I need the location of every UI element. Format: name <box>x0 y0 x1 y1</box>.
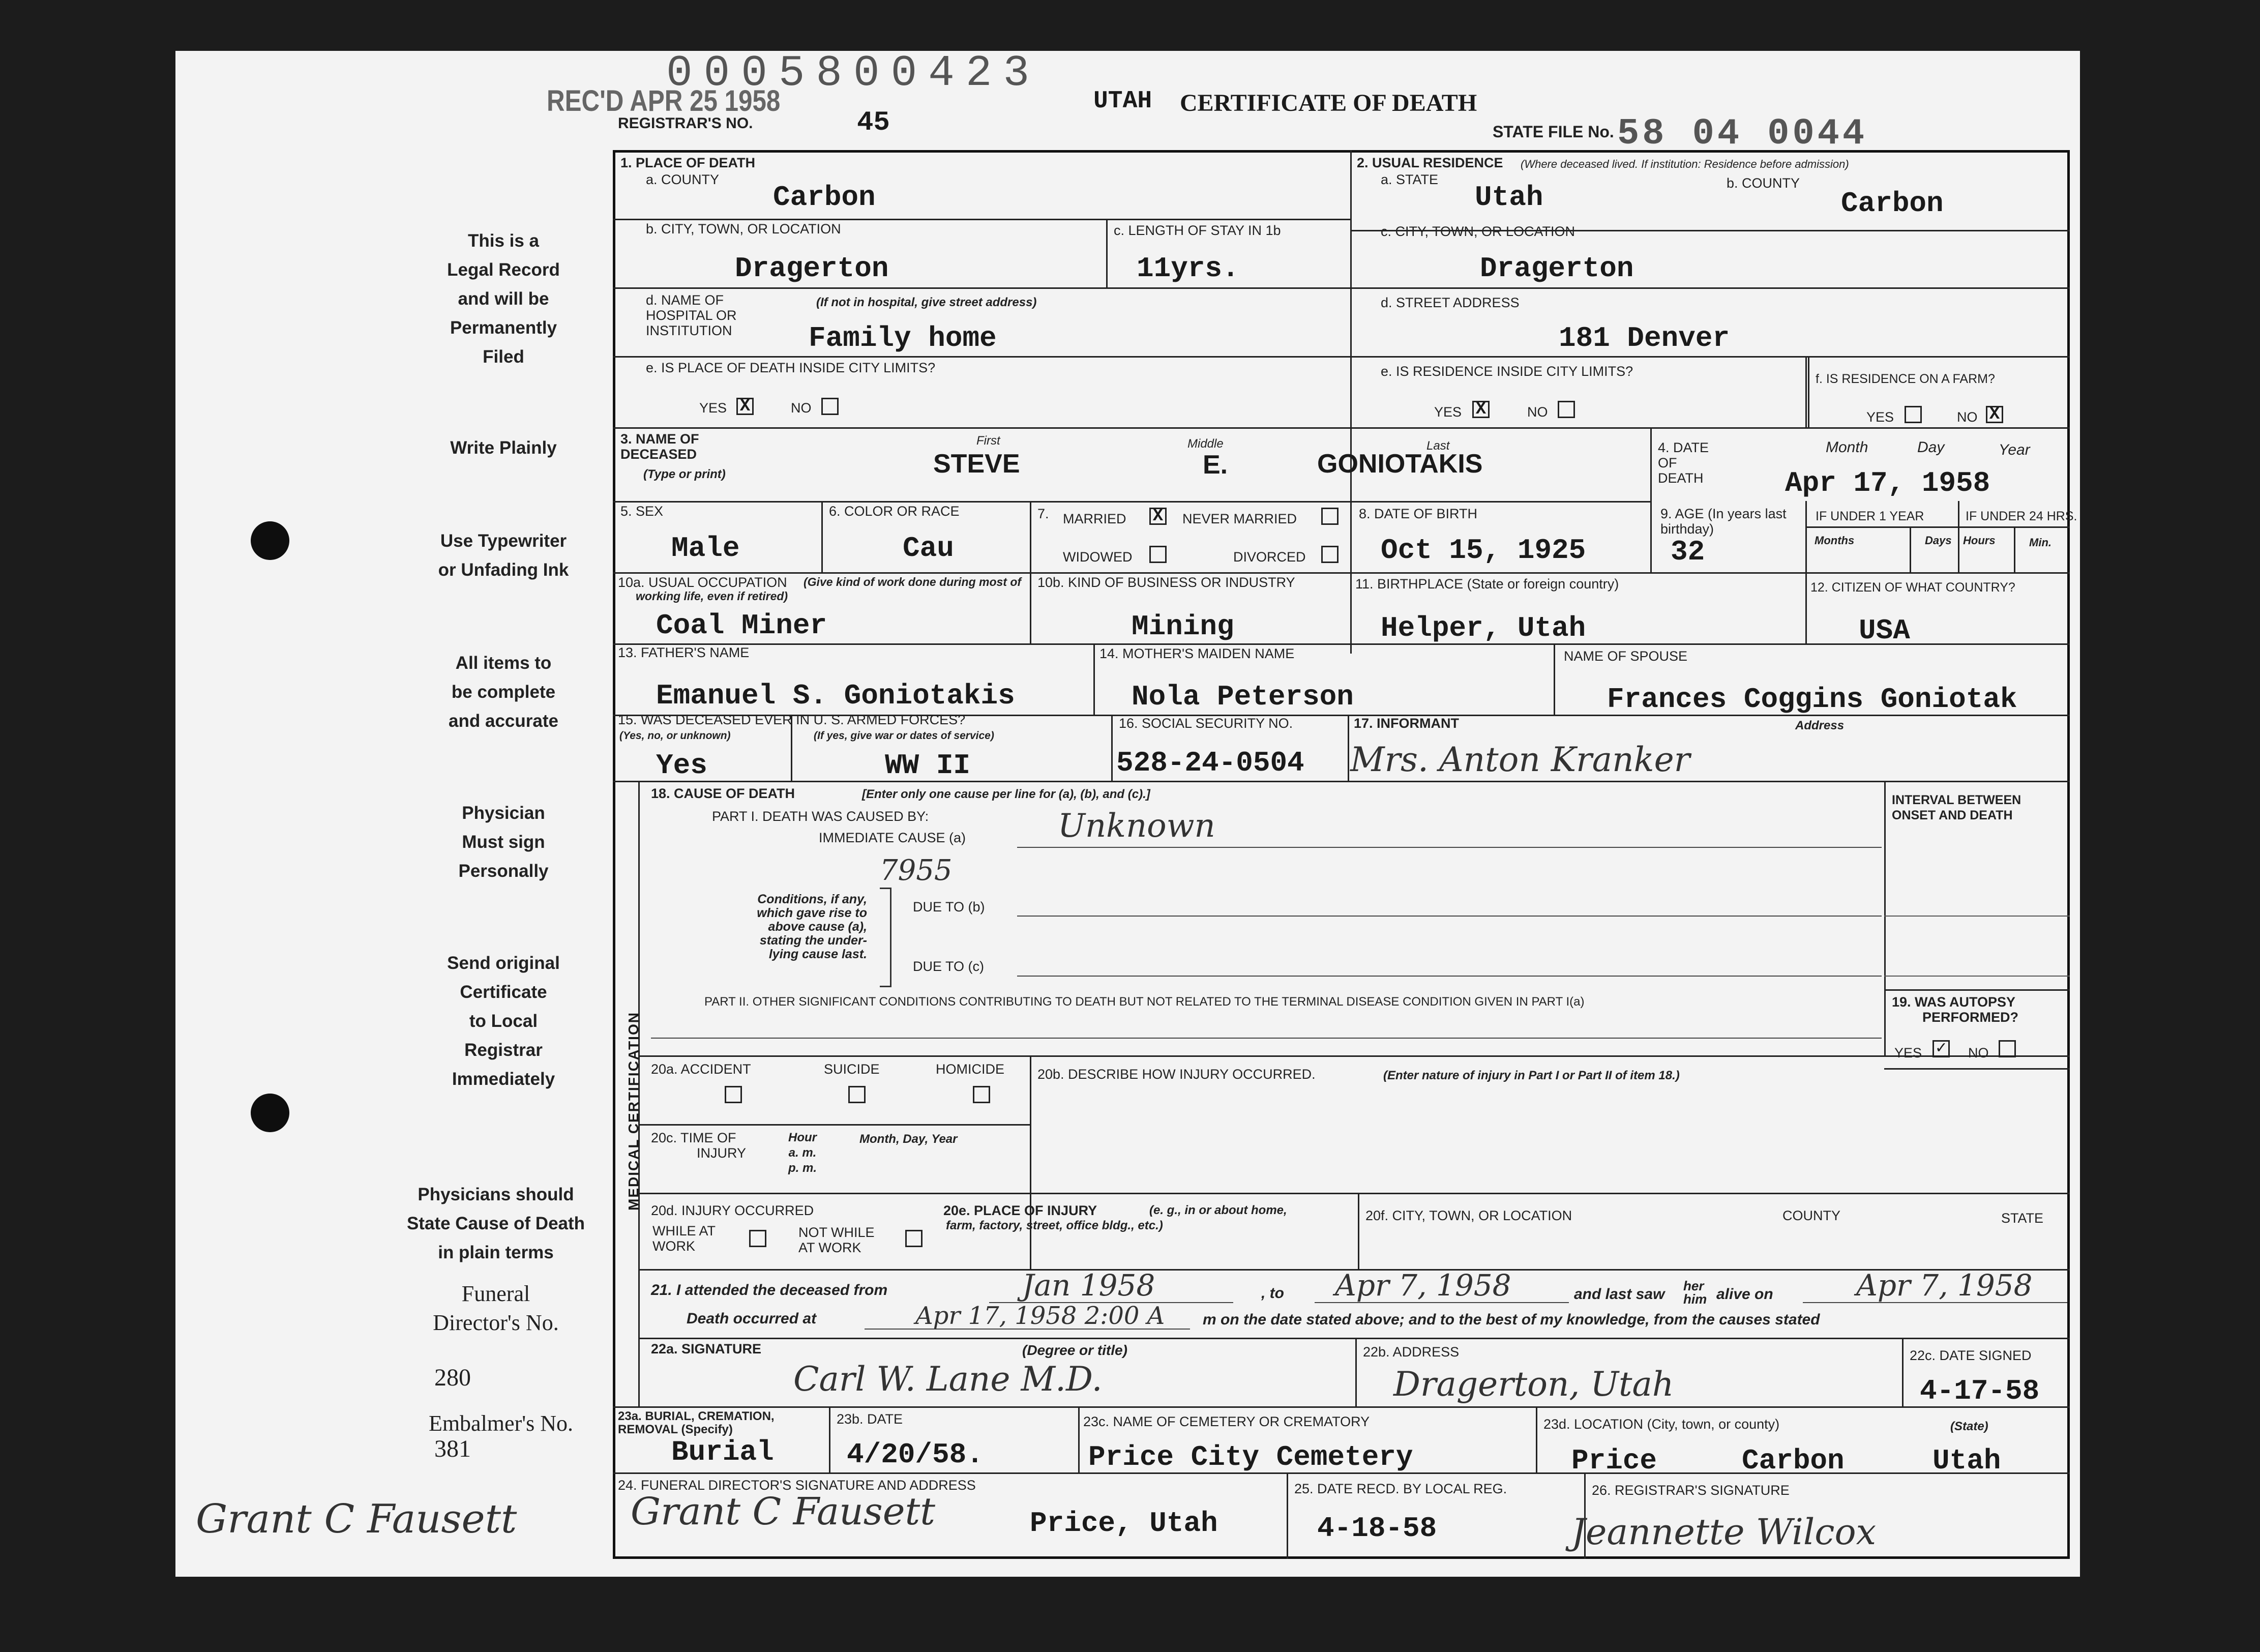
sidebar-embalmer-no: 381 <box>434 1435 471 1462</box>
homicide-label: HOMICIDE <box>936 1061 1004 1077</box>
date-signed: 4-17-58 <box>1920 1375 2040 1407</box>
immediate-cause: Unknown <box>1058 807 1215 845</box>
dob: Oct 15, 1925 <box>1381 534 1586 567</box>
sidebar-complete: All items to be complete and accurate <box>449 653 558 731</box>
date-of-death: Apr 17, 1958 <box>1785 467 1990 499</box>
death-occurred-at: Apr 17, 1958 2:00 A <box>915 1302 1165 1330</box>
sidebar-write-plainly: Write Plainly <box>450 438 557 458</box>
sidebar-send-original: Send original Certificate to Local Registrar Immediately <box>447 953 560 1089</box>
place-of-injury-note: (e. g., in or about home, farm, factory, street, office bldg., etc.) <box>946 1203 1287 1232</box>
occupation: Coal Miner <box>656 609 827 642</box>
date-recd: 4-18-58 <box>1317 1512 1437 1545</box>
location-city: Price <box>1571 1444 1657 1477</box>
sidebar-legal-record: This is a Legal Record and will be Permanently Filed <box>447 231 560 367</box>
burial-type-label: 23a. BURIAL, CREMATION, REMOVAL (Specify) <box>618 1409 775 1436</box>
date-of-death-label: 4. DATE OF DEATH <box>1658 440 1709 486</box>
informant-signature: Mrs. Anton Kranker <box>1350 740 1690 779</box>
father-label: 13. FATHER'S NAME <box>618 645 750 660</box>
sex: Male <box>671 532 740 565</box>
cemetery-label: 23c. NAME OF CEMETERY OR CREMATORY <box>1083 1414 1370 1429</box>
funeral-director-signature: Grant C Fausett <box>631 1490 936 1533</box>
occurred-at-label: Death occurred at <box>687 1310 817 1327</box>
serial-number: 0005800423 <box>666 48 1041 98</box>
accident-label: 20a. ACCIDENT <box>651 1061 751 1077</box>
part2-label: PART II. OTHER SIGNIFICANT CONDITIONS CONTRIBUTING TO DEATH BUT NOT RELATED TO THE TERMINAL DISEASE CONDITION GIVEN IN PART I(a) <box>704 995 1585 1009</box>
registrar-no: 45 <box>857 107 890 138</box>
pod-inside-city-label: e. IS PLACE OF DEATH INSIDE CITY LIMITS? <box>646 360 936 375</box>
location-state: Utah <box>1932 1444 2001 1477</box>
degree-label: (Degree or title) <box>1022 1342 1127 1358</box>
dob-label: 8. DATE OF BIRTH <box>1359 506 1478 521</box>
informant-address-label: Address <box>1795 719 1845 732</box>
place-of-injury-label: 20e. PLACE OF INJURY <box>943 1203 1097 1218</box>
residence-label: 2. USUAL RESIDENCE <box>1357 155 1503 170</box>
divorced-checkbox[interactable] <box>1321 546 1339 563</box>
min-label: Min. <box>2029 536 2051 549</box>
physician-address-label: 22b. ADDRESS <box>1363 1344 1460 1360</box>
state-file-number: 58 04 0044 <box>1617 113 1868 155</box>
deceased-first-name: STEVE <box>933 449 1020 479</box>
armed-forces: Yes <box>656 749 707 782</box>
sidebar-typewriter: Use Typewriter or Unfading Ink <box>438 531 569 580</box>
married-label: MARRIED <box>1063 511 1126 526</box>
occurred-tail: m on the date stated above; and to the best of my knowledge, from the causes stated <box>1203 1311 1820 1328</box>
autopsy-no-checkbox[interactable] <box>1999 1040 2016 1057</box>
industry: Mining <box>1132 610 1234 643</box>
sidebar-embalmer-label: Embalmer's No. <box>428 1411 574 1436</box>
not-while-at-work-label: NOT WHILE AT WORK <box>798 1225 875 1255</box>
injury-city-label: 20f. CITY, TOWN, OR LOCATION <box>1365 1208 1572 1223</box>
to-label: , to <box>1261 1285 1284 1302</box>
res-farm-yes-checkbox[interactable] <box>1905 406 1922 423</box>
pod-county: Carbon <box>773 181 876 214</box>
sidebar-signature: Grant C Fausett <box>196 1496 517 1542</box>
pod-inside-city-no-checkbox[interactable] <box>821 398 839 415</box>
title-state: UTAH <box>1093 87 1152 115</box>
due-to-c-label: DUE TO (c) <box>913 959 985 974</box>
under-24-label: IF UNDER 24 HRS. <box>1966 509 2077 523</box>
homicide-checkbox[interactable] <box>973 1086 990 1103</box>
birthplace: Helper, Utah <box>1381 612 1586 644</box>
res-inside-city-label: e. IS RESIDENCE INSIDE CITY LIMITS? <box>1381 364 1633 379</box>
physician-address: Dragerton, Utah <box>1393 1365 1674 1404</box>
res-inside-city-no-checkbox[interactable] <box>1558 401 1575 418</box>
pod-no-label: NO <box>791 400 812 416</box>
sex-label: 5. SEX <box>620 504 664 519</box>
autopsy-yes-label: YES <box>1894 1045 1922 1060</box>
interval-label: INTERVAL BETWEEN ONSET AND DEATH <box>1892 793 2021 822</box>
spouse: Frances Coggins Goniotak <box>1607 683 2017 716</box>
attended-from: Jan 1958 <box>1022 1268 1155 1303</box>
res-county-label: b. COUNTY <box>1727 175 1800 191</box>
pod-inside-city-yes-checkbox[interactable]: X <box>736 398 754 415</box>
pod-hospital: Family home <box>809 322 997 355</box>
widowed-checkbox[interactable] <box>1149 546 1167 563</box>
date-signed-label: 22c. DATE SIGNED <box>1910 1348 2032 1363</box>
burial-type: Burial <box>671 1436 774 1468</box>
autopsy-no-label: NO <box>1968 1045 1989 1060</box>
dod-year-label: Year <box>1999 441 2030 458</box>
burial-date-label: 23b. DATE <box>837 1411 903 1427</box>
months-label: Months <box>1815 534 1855 547</box>
deceased-middle-name: E. <box>1203 450 1228 480</box>
cemetery: Price City Cemetery <box>1088 1441 1413 1473</box>
marital-label: 7. <box>1037 506 1049 521</box>
spouse-label: NAME OF SPOUSE <box>1564 648 1688 664</box>
injury-occurred-label: 20d. INJURY OCCURRED <box>651 1203 814 1218</box>
funeral-director-address: Price, Utah <box>1030 1507 1218 1540</box>
date-recd-label: 25. DATE RECD. BY LOCAL REG. <box>1294 1481 1507 1496</box>
dod-day-label: Day <box>1917 439 1945 456</box>
hour-label: Hour a. m. p. m. <box>788 1131 817 1175</box>
citizen-label: 12. CITIZEN OF WHAT COUNTRY? <box>1810 580 2015 595</box>
sidebar-physician: Physician Must sign Personally <box>458 803 549 881</box>
middle-name-label: Middle <box>1187 437 1224 451</box>
res-farm-no-checkbox[interactable]: X <box>1986 406 2003 423</box>
ssn-label: 16. SOCIAL SECURITY NO. <box>1119 716 1293 731</box>
never-married-checkbox[interactable] <box>1321 508 1339 525</box>
res-county: Carbon <box>1841 187 1944 220</box>
last-name-label: Last <box>1426 439 1450 453</box>
widowed-label: WIDOWED <box>1063 549 1133 565</box>
mother: Nola Peterson <box>1132 681 1354 713</box>
alive-on-label: alive on <box>1716 1286 1773 1303</box>
informant-label: 17. INFORMANT <box>1354 716 1460 731</box>
res-state-label: a. STATE <box>1381 172 1439 187</box>
pod-city: Dragerton <box>735 252 889 285</box>
first-name-label: First <box>976 434 1000 448</box>
describe-injury-label: 20b. DESCRIBE HOW INJURY OCCURRED. <box>1037 1067 1316 1082</box>
certificate-title: CERTIFICATE OF DEATH <box>1180 90 1477 116</box>
time-of-injury-label: 20c. TIME OF INJURY <box>651 1130 747 1161</box>
physician-signature: Carl W. Lane M.D. <box>793 1360 1103 1399</box>
conditions-bracket <box>880 888 891 987</box>
received-stamp: REC'D APR 25 1958 <box>547 84 781 117</box>
res-city-label: c. CITY, TOWN, OR LOCATION <box>1381 224 1575 239</box>
armed-note-b: (If yes, give war or dates of service) <box>814 730 994 742</box>
immediate-cause-label: IMMEDIATE CAUSE (a) <box>819 830 966 845</box>
pod-stay: 11yrs. <box>1137 252 1239 285</box>
injury-county-label: COUNTY <box>1782 1208 1840 1223</box>
location-label: 23d. LOCATION (City, town, or county) <box>1543 1417 1780 1432</box>
mother-label: 14. MOTHER'S MAIDEN NAME <box>1099 646 1295 661</box>
race: Cau <box>903 532 954 565</box>
days-label: Days <box>1925 534 1952 547</box>
burial-date: 4/20/58. <box>847 1438 984 1471</box>
age-label: 9. AGE (In years last birthday) <box>1660 506 1787 537</box>
state-file-label: STATE FILE No. <box>1493 123 1614 141</box>
pod-hospital-note: (If not in hospital, give street address) <box>816 296 1037 309</box>
while-at-work-checkbox[interactable] <box>749 1230 766 1247</box>
deceased-last-name: GONIOTAKIS <box>1317 449 1483 479</box>
pod-city-label: b. CITY, TOWN, OR LOCATION <box>646 221 841 237</box>
citizen: USA <box>1859 614 1910 647</box>
signature-label: 22a. SIGNATURE <box>651 1341 762 1356</box>
due-to-b-label: DUE TO (b) <box>913 899 985 914</box>
sidebar-funeral-director-no: 280 <box>434 1364 471 1391</box>
place-of-death-label: 1. PLACE OF DEATH <box>620 155 756 170</box>
pod-hospital-label: d. NAME OF HOSPITAL OR INSTITUTION <box>646 292 737 338</box>
last-saw-label: and last saw <box>1574 1286 1665 1303</box>
not-while-at-work-checkbox[interactable] <box>905 1230 923 1247</box>
res-street: 181 Denver <box>1559 322 1730 355</box>
residence-note: (Where deceased lived. If institution: Residence before admission) <box>1521 158 1849 170</box>
race-label: 6. COLOR OR RACE <box>829 504 960 519</box>
deceased-name-label: 3. NAME OF DECEASED <box>620 431 699 462</box>
sidebar-cause-terms: Physicians should State Cause of Death in plain terms <box>406 1185 585 1262</box>
month-day-year-label: Month, Day, Year <box>859 1132 958 1146</box>
res-city: Dragerton <box>1480 252 1634 285</box>
under-year-label: IF UNDER 1 YEAR <box>1816 509 1924 523</box>
location-state-label: (State) <box>1950 1420 1988 1433</box>
registrar-no-label: REGISTRAR'S NO. <box>618 115 753 132</box>
funeral-director-label: 24. FUNERAL DIRECTOR'S SIGNATURE AND ADDRESS <box>618 1478 976 1493</box>
cause-annotation: 7955 <box>880 854 953 887</box>
res-inside-city-yes-checkbox[interactable]: X <box>1472 401 1490 418</box>
hours-label: Hours <box>1963 534 1996 547</box>
punch-hole-bottom <box>251 1094 289 1132</box>
attended-to: Apr 7, 1958 <box>1335 1268 1511 1303</box>
suicide-checkbox[interactable] <box>848 1086 866 1103</box>
res-yes-label: YES <box>1434 404 1462 420</box>
autopsy-yes-checkbox[interactable]: ✓ <box>1932 1040 1950 1057</box>
location-county: Carbon <box>1742 1444 1845 1477</box>
res-farm-yes-label: YES <box>1866 409 1894 425</box>
war-service: WW II <box>885 749 971 782</box>
dod-month-label: Month <box>1826 439 1868 456</box>
res-state: Utah <box>1475 181 1543 214</box>
deceased-name-note: (Type or print) <box>643 467 726 481</box>
cause-note: [Enter only one cause per line for (a), (b), and (c).] <box>862 787 1150 801</box>
never-married-label: NEVER MARRIED <box>1182 511 1297 526</box>
pod-stay-label: c. LENGTH OF STAY IN 1b <box>1114 223 1281 238</box>
age: 32 <box>1671 536 1705 568</box>
occupation-note: (Give kind of work done during most of working life, even if retired) <box>636 575 1022 603</box>
cause-of-death-label: 18. CAUSE OF DEATH <box>651 786 795 801</box>
autopsy-label: 19. WAS AUTOPSY PERFORMED? <box>1892 994 2018 1025</box>
father: Emanuel S. Goniotakis <box>656 680 1015 712</box>
res-farm-no-label: NO <box>1957 409 1978 425</box>
res-no-label: NO <box>1527 404 1548 420</box>
medical-certification-vertical-label: MEDICAL CERTIFICATION <box>626 1012 641 1211</box>
describe-injury-note: (Enter nature of injury in Part I or Part II of item 18.) <box>1383 1069 1680 1082</box>
sidebar-funeral-director-label: Funeral Director's No. <box>433 1281 559 1335</box>
birthplace-label: 11. BIRTHPLACE (State or foreign country) <box>1355 576 1619 592</box>
industry-label: 10b. KIND OF BUSINESS OR INDUSTRY <box>1037 575 1295 590</box>
pod-yes-label: YES <box>699 400 727 416</box>
armed-note-a: (Yes, no, or unknown) <box>619 730 731 742</box>
while-at-work-label: WHILE AT WORK <box>652 1223 716 1254</box>
divorced-label: DIVORCED <box>1233 549 1306 565</box>
injury-state-label: STATE <box>2001 1211 2044 1226</box>
registrar-signature: Jeannette Wilcox <box>1571 1511 1877 1553</box>
part1-label: PART I. DEATH WAS CAUSED BY: <box>712 809 929 824</box>
pod-county-label: a. COUNTY <box>646 172 720 187</box>
conditions-note: Conditions, if any, which gave rise to above cause (a), stating the under- lying cause last. <box>757 892 867 961</box>
ssn: 528-24-0504 <box>1116 747 1304 779</box>
last-seen-alive: Apr 7, 1958 <box>1856 1268 2033 1303</box>
married-checkbox[interactable]: X <box>1149 508 1167 525</box>
res-farm-label: f. IS RESIDENCE ON A FARM? <box>1816 372 1995 386</box>
accident-checkbox[interactable] <box>725 1086 742 1103</box>
registrar-signature-label: 26. REGISTRAR'S SIGNATURE <box>1592 1483 1790 1498</box>
attended-label: 21. I attended the deceased from <box>651 1282 888 1299</box>
suicide-label: SUICIDE <box>824 1061 880 1077</box>
res-street-label: d. STREET ADDRESS <box>1381 295 1520 310</box>
occupation-label: 10a. USUAL OCCUPATION <box>618 575 787 590</box>
armed-label: 15. WAS DECEASED EVER IN U. S. ARMED FORCES? <box>618 712 966 727</box>
her-him-label: her him <box>1683 1278 1707 1307</box>
punch-hole-top <box>251 521 289 560</box>
